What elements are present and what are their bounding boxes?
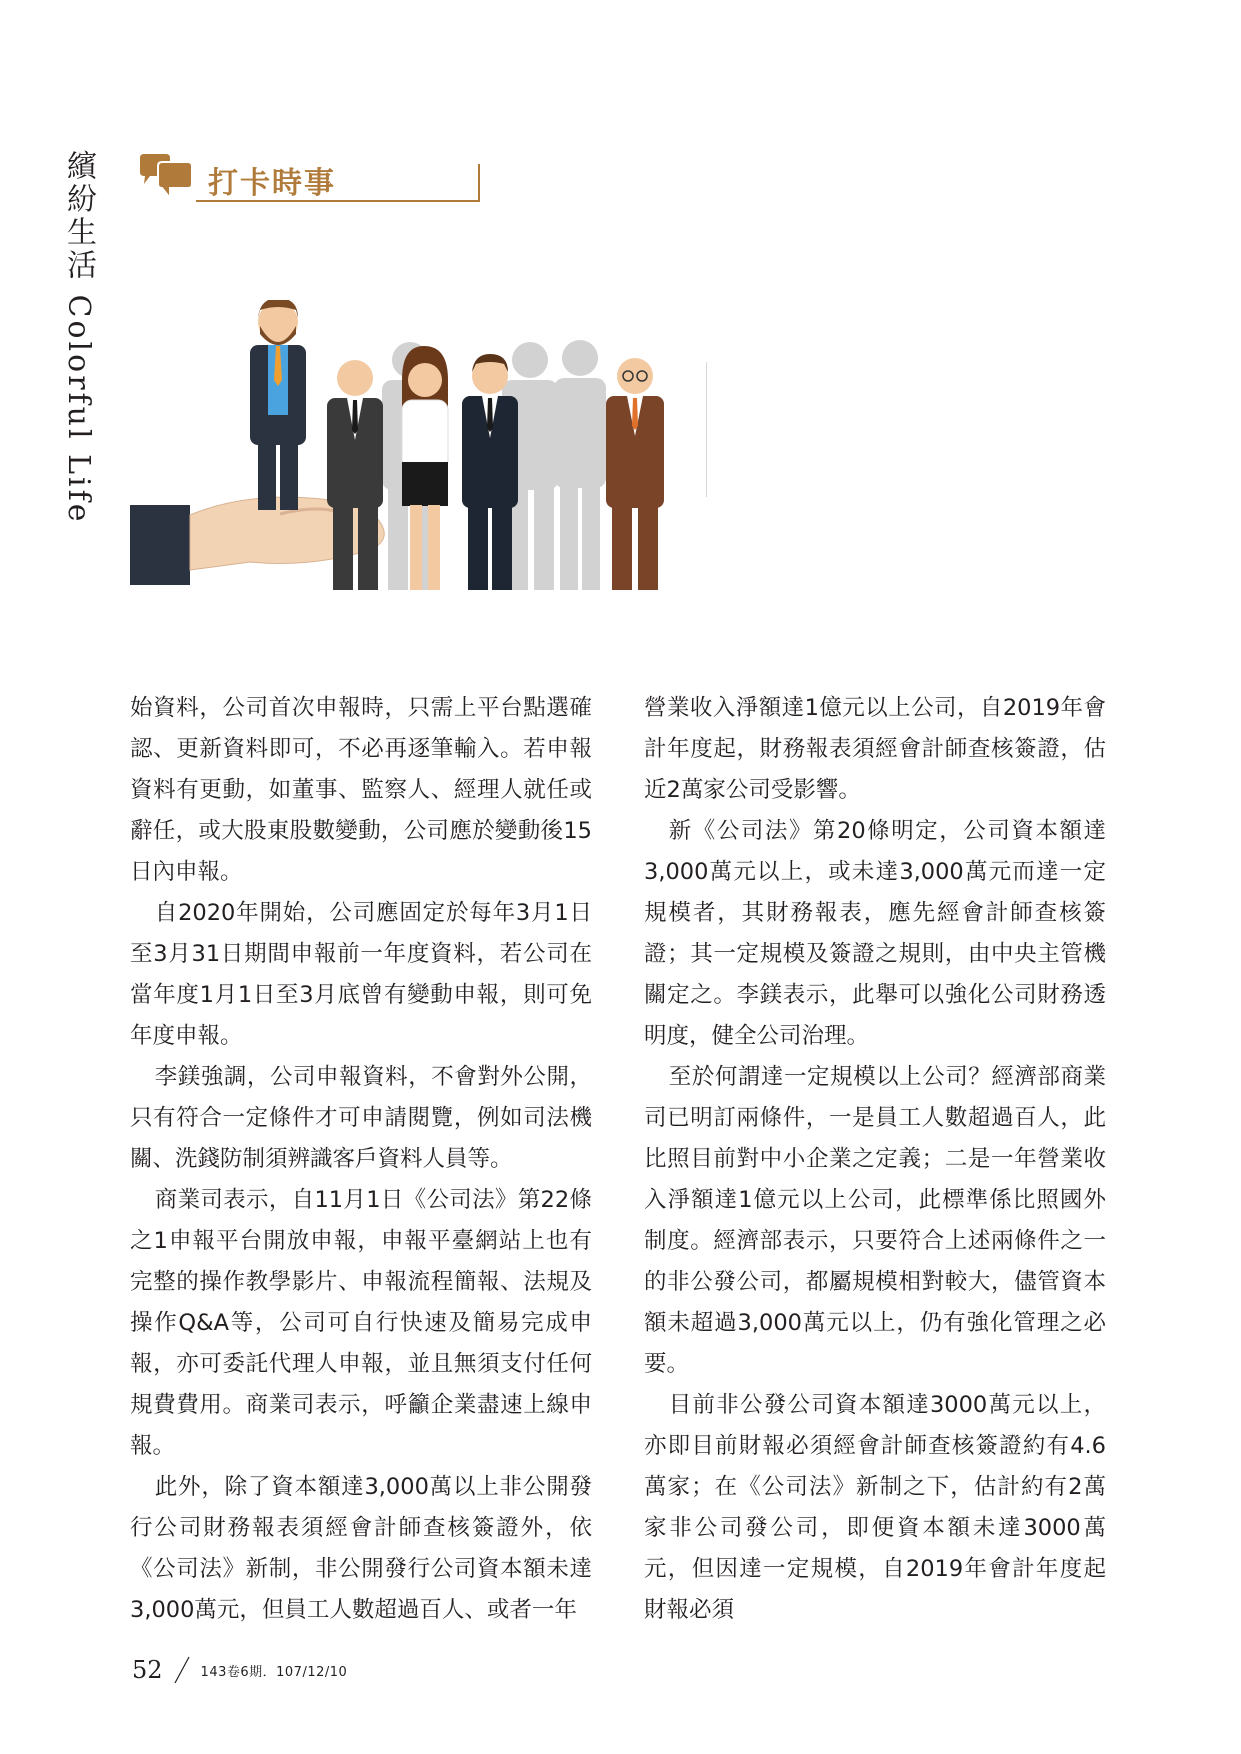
side-title: 繽紛生活 Colorful Life (61, 150, 96, 525)
section-end-tick (478, 164, 480, 202)
paragraph: 營業收入淨額達1億元以上公司，自2019年會計年度起，財務報表須經會計師查核簽證，估近2萬家公司受影響。 (644, 695, 1106, 803)
paragraph: 自2020年開始，公司應固定於每年3月1日至3月31日期間申報前一年度資料，若公司在當年度1月1日至3月底曾有變動申報，則可免年度申報。 (130, 900, 592, 1049)
paragraph: 目前非公發公司資本額達3000萬元以上，亦即目前財報必須經會計師查核簽證約有4.6萬家；在《公司法》新制之下，估計約有2萬家非公司發公司，即便資本額未達3000萬元，但因達一定規模，自2019年會計年度起財報必須 (644, 1392, 1106, 1623)
paragraph: 此外，除了資本額達3,000萬以上非公開發行公司財務報表須經會計師查核簽證外，依《公司法》新制，非公開發行公司資本額未達3,000萬元，但員工人數超過百人、或者一年 (130, 1474, 592, 1623)
paragraph: 始資料，公司首次申報時，只需上平台點選確認、更新資料即可，不必再逐筆輸入。若申報資料有更動，如董事、監察人、經理人就任或辭任，或大股東股數變動，公司應於變動後15日內申報。 (130, 695, 592, 885)
section-underline (196, 200, 480, 202)
section-label: 打卡時事 (208, 166, 336, 201)
page-number: 52 (132, 1656, 163, 1684)
issue-info: 143卷6期．107/12/10 (200, 1664, 348, 1680)
illustration-divider (706, 362, 707, 497)
page-footer (132, 1650, 347, 1690)
paragraph: 新《公司法》第20條明定，公司資本額達3,000萬元以上，或未達3,000萬元而達一定規模者，其財務報表，應先經會計師查核簽證；其一定規模及簽證之規則，由中央主管機關定之。李鎂表示，此舉可以強化公司財務透明度，健全公司治理。 (644, 818, 1106, 1049)
speech-bubbles-icon (136, 152, 200, 204)
paragraph: 商業司表示，自11月1日《公司法》第22條之1申報平台開放申報，申報平臺網站上也有完整的操作教學影片、申報流程簡報、法規及操作Q&A等，公司可自行快速及簡易完成申報，亦可委託代理人申報，並且無須支付任何規費費用。商業司表示，呼籲企業盡速上線申報。 (130, 1187, 592, 1459)
paragraph: 李鎂強調，公司申報資料，不會對外公開，只有符合一定條件才可申請閱覽，例如司法機關、洗錢防制須辨識客戶資料人員等。 (130, 1064, 592, 1172)
business-people-illustration (130, 300, 670, 600)
section-header (136, 150, 346, 208)
article-column-left (130, 688, 592, 1631)
slash-divider-icon (173, 1655, 191, 1685)
paragraph: 至於何謂達一定規模以上公司？經濟部商業司已明訂兩條件，一是員工人數超過百人，此比照目前對中小企業之定義；二是一年營業收入淨額達1億元以上公司，此標準係比照國外制度。經濟部表示，只要符合上述兩條件之一的非公發公司，都屬規模相對較大，儘管資本額未超過3,000萬元以上，仍有強化管理之必要。 (644, 1064, 1106, 1377)
article-column-right (644, 688, 1106, 1631)
